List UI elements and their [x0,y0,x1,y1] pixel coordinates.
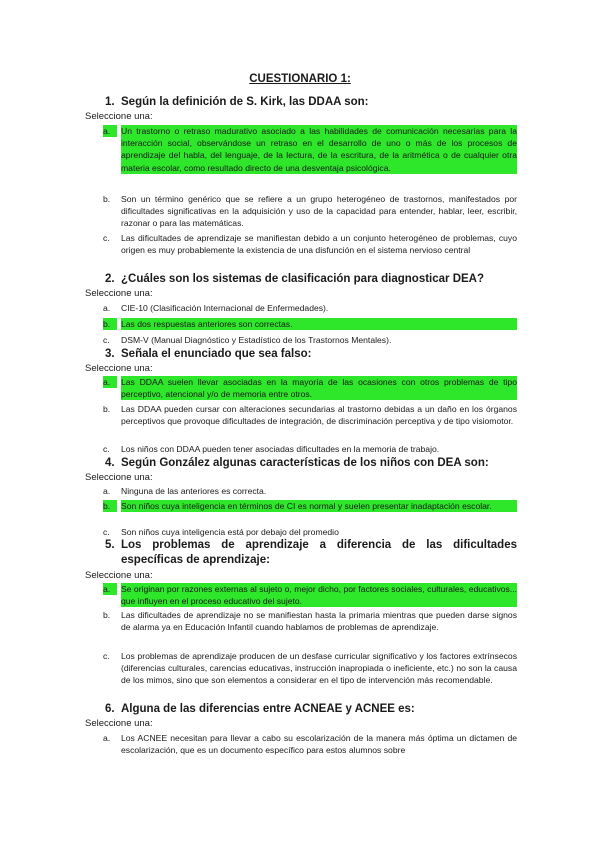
question-text: Señala el enunciado que sea falso: [121,348,312,360]
question-text: Alguna de las diferencias entre ACNEAE y ACNEE es: [121,703,415,715]
option-letter: c. [103,233,110,243]
question-text: Según González algunas características de los niños con DEA son: [121,457,489,469]
option-text: Se originan por razones externas al sujeto o, mejor dicho, por factores sociales, culturales, educativos... que influyen en el proceso educativo del sujeto. [121,584,517,607]
option-letter: b. [103,194,111,204]
question-number: 5. [105,539,115,551]
option-letter: b. [103,404,111,414]
option-text: Las DDAA suelen llevar asociadas en la mayoría de las ocasiones con otros problemas de tipo perceptivo, atencional y/o de memoria entre otros. [121,377,517,400]
option-letter: b. [103,500,117,512]
option-text: DSM-V (Manual Diagnóstico y Estadístico de los Trastornos Mentales). [121,335,392,345]
option-letter: a. [103,733,111,743]
option-letter: a. [103,125,117,137]
option-2a[interactable] [103,302,517,314]
option-letter: c. [103,444,110,454]
question-number: 4. [105,457,115,469]
select-label: Seleccione una: [85,472,153,483]
question-text: Según la definición de S. Kirk, las DDAA son: [121,96,369,108]
option-letter: c. [103,651,110,661]
option-4a[interactable] [103,485,517,497]
question-2 [105,272,517,287]
option-text: Los problemas de aprendizaje producen de un desfase curricular significativo y los factores extrínsecos (diferencias culturales, carencias educativas, instrucción inapropiada o ineficiente, etc.) no son la causa de los mimos, sino que son elementos a considerar en el tipo de intervención más recomendable. [121,651,517,686]
option-4c[interactable] [103,526,517,538]
option-text: Las DDAA pueden cursar con alteraciones secundarias al trastorno debidas a un daño en los órganos perceptivos que provoque dificultades de integración, de discriminación perceptiva y de tipo visiomotor. [121,404,517,427]
question-6 [105,702,517,717]
option-letter: a. [103,486,111,496]
option-3c[interactable] [103,443,517,455]
option-5b[interactable] [103,609,517,633]
option-letter: c. [103,527,110,537]
option-text: Son un término genérico que se refiere a un grupo heterogéneo de trastornos, manifestados por dificultades significativas en la adquisición y uso de la capacidad para entender, hablar, leer, escribir, razonar o para las matemáticas. [121,194,517,229]
option-1a[interactable] [103,125,517,174]
option-1c[interactable] [103,232,517,256]
option-3b[interactable] [103,403,517,427]
option-letter: c. [103,335,110,345]
question-4 [105,456,517,471]
option-text: Son niños cuya inteligencia está por debajo del promedio [121,527,339,537]
option-6a[interactable] [103,732,517,756]
option-5c[interactable] [103,650,517,687]
question-text: ¿Cuáles son los sistemas de clasificación para diagnosticar DEA? [121,273,485,285]
option-text: CIE-10 (Clasificación Internacional de Enfermedades). [121,303,329,313]
option-letter: b. [103,610,111,620]
select-label: Seleccione una: [85,718,153,729]
select-label: Seleccione una: [85,570,153,581]
option-letter: b. [103,318,117,330]
option-text: Ninguna de las anteriores es correcta. [121,486,267,496]
option-text: Un trastorno o retraso madurativo asociado a las habilidades de comunicación necesarias para la interacción social, observándose un retraso en el desarrollo de uno o más de los procesos de aprendizaje del habla, del lenguaje, de la lectura, de la escritura, de la aritmética o de cualquier otra materia escolar, como resultado directo de una desventaja psicológica. [121,126,517,173]
option-letter: a. [103,583,117,595]
option-text: Los ACNEE necesitan para llevar a cabo su escolarización de la manera más óptima un dictamen de escolarización, que es un documento específico para estos alumnos sobre [121,733,517,756]
option-text: Las dificultades de aprendizaje se manifiestan debido a un conjunto heterogéneo de problemas, cuyo origen es muy probablemente la existencia de una disfunción en el sistema nervioso central [121,233,517,256]
option-2c[interactable] [103,334,517,346]
option-text: Los niños con DDAA pueden tener asociadas dificultades en la memoria de trabajo. [121,444,440,454]
select-label: Seleccione una: [85,288,153,299]
question-number: 3. [105,348,115,360]
question-3 [105,347,517,362]
option-letter: a. [103,376,117,388]
question-text: Los problemas de aprendizaje a diferencia de las dificultades específicas de aprendizaje: [121,539,517,566]
option-text: Las dificultades de aprendizaje no se manifiestan hasta la primaria mientras que pueden darse signos de alarma ya en Educación Infantil cuando hablamos de problemas de aprendizaje. [121,610,517,633]
question-number: 6. [105,703,115,715]
option-1b[interactable] [103,193,517,230]
option-4b[interactable] [103,500,517,512]
option-letter: a. [103,303,111,313]
option-text: Las dos respuestas anteriores son correctas. [121,318,517,330]
page-title: CUESTIONARIO 1: [249,73,351,85]
select-label: Seleccione una: [85,363,153,374]
option-text: Son niños cuya inteligencia en términos de CI es normal y suelen presentar inadaptación escolar. [121,500,517,512]
question-5 [105,538,517,568]
select-label: Seleccione una: [85,111,153,122]
question-number: 1. [105,96,115,108]
option-2b[interactable] [103,318,517,330]
question-number: 2. [105,273,115,285]
option-5a[interactable] [103,583,517,607]
question-1 [105,95,517,110]
option-3a[interactable] [103,376,517,400]
